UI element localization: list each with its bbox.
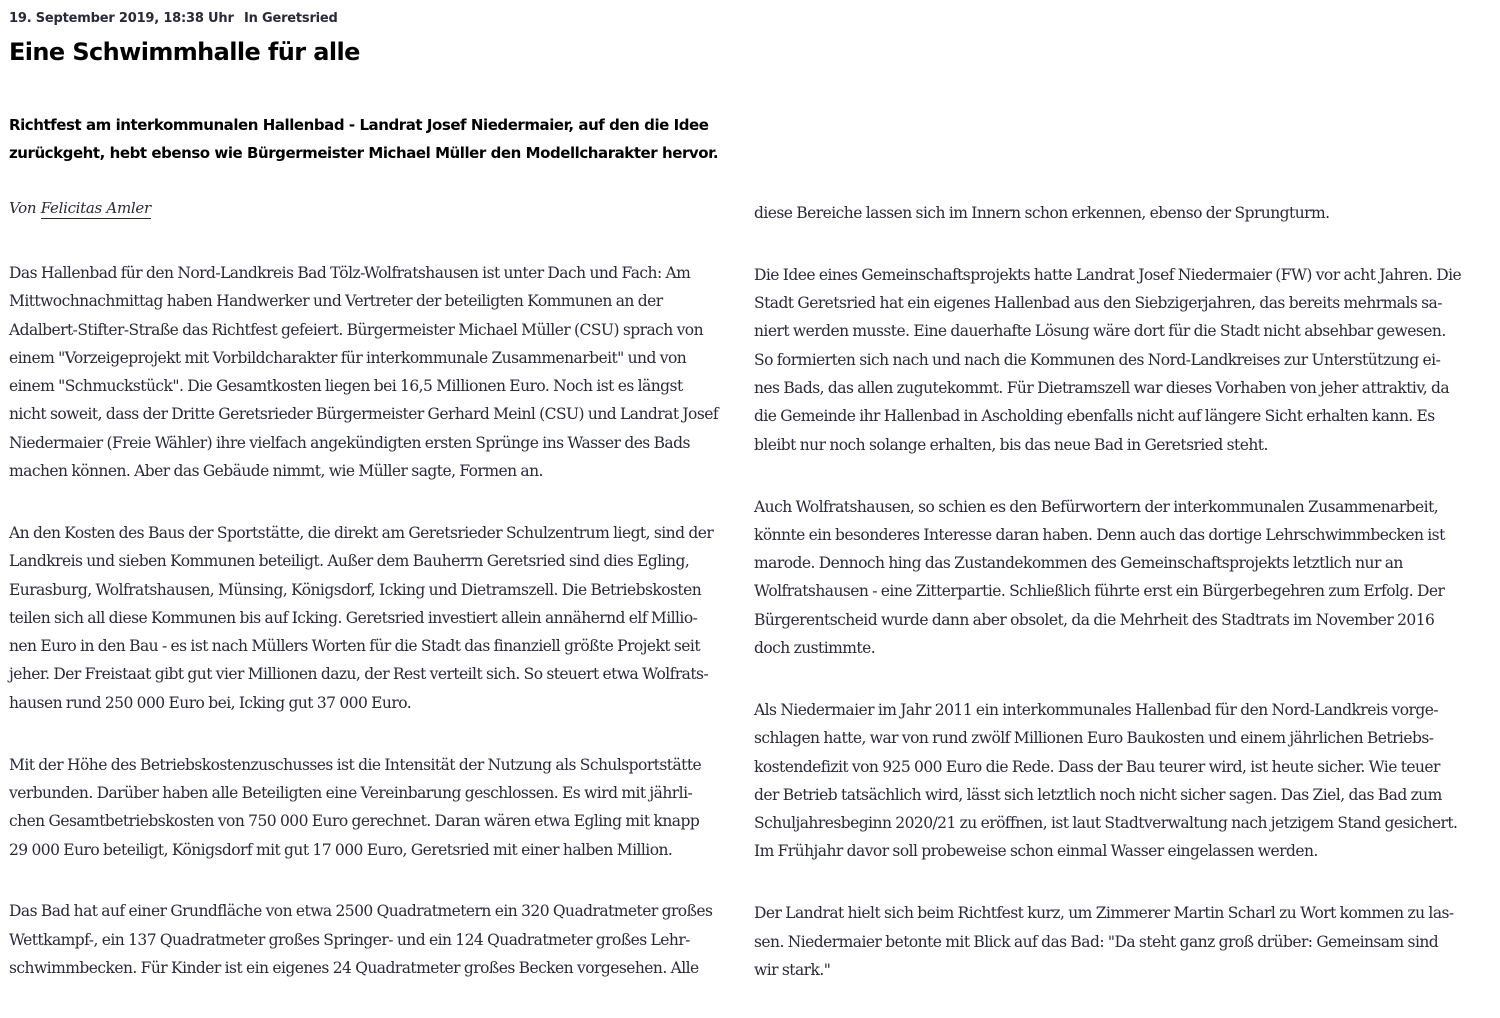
byline xyxy=(9,199,151,217)
article-teaser: Richtfest am interkommunalen Hallenbad - Landrat Josef Niedermaier, auf den die Idee zurückgeht, hebt ebenso wie Bürgermeister Michael Müller den Modellcharakter hervor. xyxy=(9,116,719,162)
body-paragraph: Die Idee eines Gemeinschaftsprojekts hatte Landrat Josef Niedermaier (FW) vor acht Jahren. Die Stadt Geretsried hat ein eigenes Hallenbad aus den Siebzigerjahren, das bereits mehrmals sa- niert werden musste. Eine dauerhafte Lösung wäre dort für die Stadt nicht absehbar gewesen. So formierten sich nach und nach die Kommunen des Nord-Landkreises zur Unterstützung ei- nes Bads, das allen zugutekommt. Für Dietramszell war dieses Vorhaben von jeher attraktiv, da die Gemeinde ihr Hallenbad in Ascholding ebenfalls nicht auf längere Sicht erhalten kann. Es bleibt nur noch solange erhalten, bis das neue Bad in Geretsried steht. xyxy=(754,265,1462,454)
location-tag: In Geretsried xyxy=(243,11,338,26)
byline-prefix: Von xyxy=(9,199,37,217)
body-paragraph: Als Niedermaier im Jahr 2011 ein interkommunales Hallenbad für den Nord-Landkreis vorge- schlagen hatte, war von rund zwölf Millionen Euro Baukosten und einem jährlichen Betriebs- kostendefizit von 925 000 Euro die Rede. Dass der Bau teurer wird, ist heute sicher. Wie teuer der Betrieb tatsächlich wird, lässt sich letztlich noch nicht sicher sagen. Das Ziel, das Bad zum Schuljahresbeginn 2020/21 zu eröffnen, ist laut Stadtverwaltung nach jetzigem Stand gesichert. Im Frühjahr davor soll probeweise schon einmal Wasser eingelassen werden. xyxy=(754,700,1458,861)
publish-date: 19. September 2019, 18:38 Uhr xyxy=(9,11,234,26)
article-body-right-column xyxy=(754,199,1492,1018)
body-paragraph: diese Bereiche lassen sich im Innern schon erkennen, ebenso der Sprungturm. xyxy=(754,204,1330,222)
body-paragraph: An den Kosten des Baus der Sportstätte, die direkt am Geretsrieder Schulzentrum liegt, sind der Landkreis und sieben Kommunen beteiligt. Außer dem Bauherrn Geretsried sind dies Egling, Eurasburg, Wolfratshausen, Münsing, Königsdorf, Icking und Dietramszell. Die Betriebskosten teilen sich all diese Kommunen bis auf Icking. Geretsried investiert allein annähernd elf Millio- nen Euro in den Bau - es ist nach Müllers Worten für die Stadt das finanziell größte Projekt seit jeher. Der Freistaat gibt gut vier Millionen dazu, der Rest verteilt sich. So steuert etwa Wolfrats- hausen rund 250 000 Euro bei, Icking gut 37 000 Euro. xyxy=(9,523,714,712)
article-meta xyxy=(9,11,338,26)
article-body-left-column xyxy=(9,259,747,1016)
body-paragraph: Das Bad hat auf einer Grundfläche von etwa 2500 Quadratmetern ein 320 Quadratmeter großes Wettkampf-, ein 137 Quadratmeter großes Springer- und ein 124 Quadratmeter großes Lehr- schwimmbecken. Für Kinder ist ein eigenes 24 Quadratmeter großes Becken vorgesehen. Alle xyxy=(9,902,713,978)
body-paragraph: Auch Wolfratshausen, so schien es den Befürwortern der interkommunalen Zusammenarbeit, könnte ein besonderes Interesse daran haben. Denn auch das dortige Lehrschwimmbecken ist marode. Dennoch hing das Zustandekommen des Gemeinschaftsprojekts letztlich nur an Wolfratshausen - eine Zitterpartie. Schließlich führte erst ein Bürgerbegehren zum Erfolg. Der Bürgerentscheid wurde dann aber obsolet, da die Mehrheit des Stadtrats im November 2016 doch zustimmte. xyxy=(754,497,1445,658)
body-paragraph: Das Hallenbad für den Nord-Landkreis Bad Tölz-Wolfratshausen ist unter Dach und Fach: Am Mittwochnachmittag haben Handwerker und Vertreter der beteiligten Kommunen an der Adalbert-Stifter-Straße das Richtfest gefeiert. Bürgermeister Michael Müller (CSU) sprach von einem "Vorzeigeprojekt mit Vorbildcharakter für interkommunale Zusammenarbeit" und von einem "Schmuckstück". Die Gesamtkosten liegen bei 16,5 Millionen Euro. Noch ist es längst nicht soweit, dass der Dritte Geretsrieder Bürgermeister Gerhard Meinl (CSU) und Landrat Josef Niedermaier (Freie Wähler) ihre vielfach angekündigten ersten Sprünge ins Wasser des Bads machen können. Aber das Gebäude nimmt, wie Müller sagte, Formen an. xyxy=(9,264,719,481)
article-title: Eine Schwimmhalle für alle xyxy=(9,38,360,66)
body-paragraph: Mit der Höhe des Betriebskostenzuschusses ist die Intensität der Nutzung als Schulsportstätte verbunden. Darüber haben alle Beteiligten eine Vereinbarung geschlossen. Es wird mit jährli- chen Gesamtbetriebskosten von 750 000 Euro gerechnet. Daran wären etwa Egling mit knapp 29 000 Euro beteiligt, Königsdorf mit gut 17 000 Euro, Geretsried mit einer halben Million. xyxy=(9,755,702,859)
author-link[interactable]: Felicitas Amler xyxy=(40,199,151,217)
body-paragraph: Der Landrat hielt sich beim Richtfest kurz, um Zimmerer Martin Scharl zu Wort kommen zu las- sen. Niedermaier betonte mit Blick auf das Bad: "Da steht ganz groß drüber: Gemeinsam sind wir stark." xyxy=(754,904,1454,979)
